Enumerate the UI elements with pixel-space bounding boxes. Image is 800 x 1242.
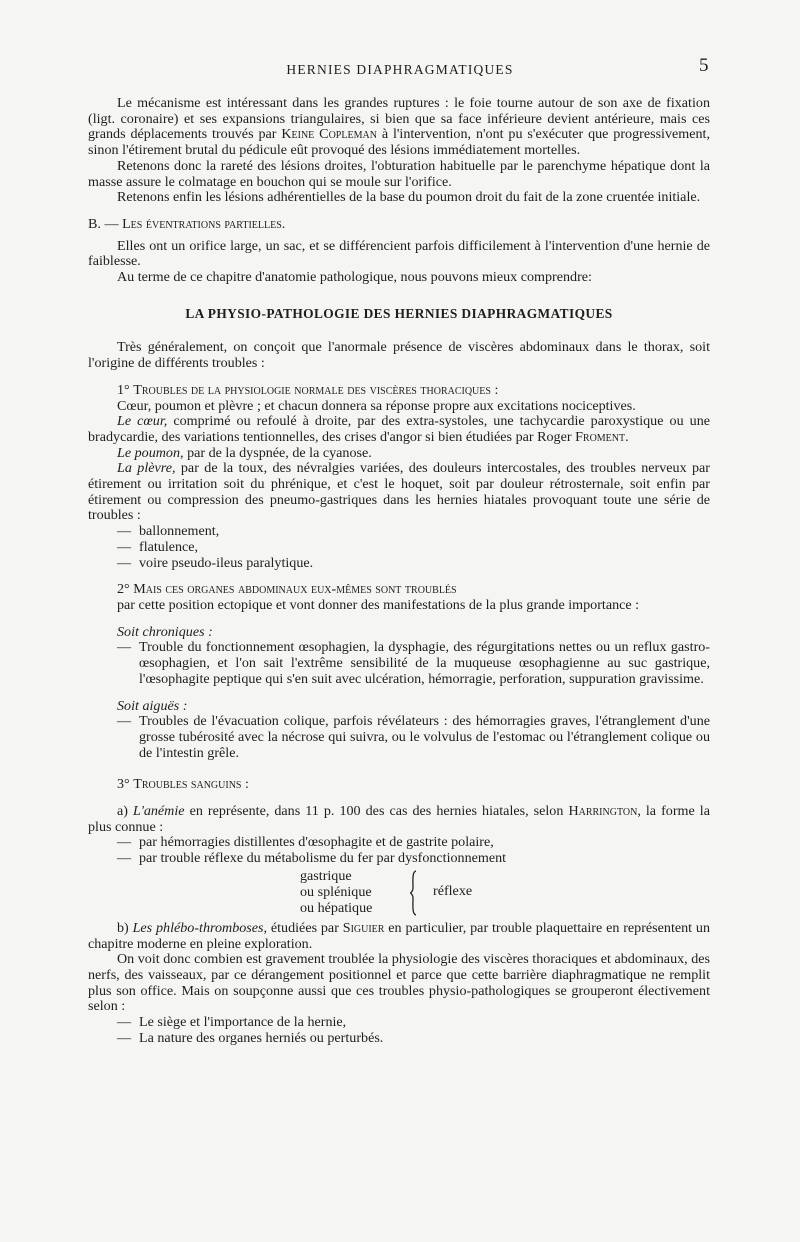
item-prefix: b) bbox=[117, 919, 133, 936]
section-title: Troubles de la physiologie normale des viscères thoraciques : bbox=[133, 381, 499, 398]
dash-marker: — bbox=[117, 850, 132, 867]
label-acute: Soit aiguës : bbox=[117, 697, 188, 714]
text-run: comprimé ou refoulé à droite, par des extra-systoles, une tachycardie paroxystique ou une bradycardie, des variations tentionnelles, des crises d'angor si bien étudiées par Roger bbox=[88, 413, 711, 445]
section-number: 3° bbox=[117, 776, 130, 793]
list-item-text: La nature des organes herniés ou perturbés. bbox=[139, 1029, 384, 1046]
text-run: Le mécanisme est intéressant dans les grandes ruptures : le foie tourne autour de son axe de fixation (ligt. coronaire) et ses expansions triangulaires, si bien que sa face inférieure devient antérieure, mais ces grands déplacements trouvés par bbox=[88, 95, 710, 143]
list-item bbox=[88, 540, 710, 556]
paragraph-transition: Au terme de ce chapitre d'anatomie pathologique, nous pouvons mieux comprendre: bbox=[117, 269, 592, 286]
dash-marker: — bbox=[117, 523, 132, 540]
text-run: à l'intervention, n'ont pu s'exécuter que progressivement, sinon l'étirement brutal du pédicule eût provoqué des lésions immédiatement mortelles. bbox=[88, 126, 710, 159]
section-heading-3 bbox=[88, 777, 710, 793]
list-item-text: voire pseudo-ileus paralytique. bbox=[139, 554, 314, 571]
text-run: en particulier, par trouble plaquettaire en représentent un chapitre moderne en pleine exploration. bbox=[88, 919, 711, 952]
list-item bbox=[88, 640, 710, 687]
anemia-list bbox=[88, 835, 710, 866]
chronic-list bbox=[88, 640, 710, 687]
paragraph-adherent-lesions: Retenons enfin les lésions adhérentielles de la base du poumon droit du fait de la zone cruentée initiale. bbox=[117, 189, 701, 206]
text-run: par de la dyspnée, de la cyanose. bbox=[183, 444, 372, 461]
running-title: HERNIES DIAPHRAGMATIQUES bbox=[286, 62, 514, 77]
formula-options bbox=[300, 868, 372, 916]
formula-option: gastrique bbox=[300, 867, 352, 884]
brace-icon bbox=[410, 870, 420, 916]
paragraph-eventrations: Elles ont un orifice large, un sac, et se différencient parfois difficilement à l'intervention d'une hernie de faiblesse. bbox=[88, 237, 710, 270]
item-prefix: a) bbox=[117, 803, 133, 820]
list-item bbox=[88, 524, 710, 540]
dash-marker: — bbox=[117, 538, 132, 555]
section-b-prefix: B. — bbox=[88, 215, 123, 232]
paragraph-lung bbox=[88, 446, 710, 462]
section-heading-b bbox=[88, 217, 710, 233]
label-chronic: Soit chroniques : bbox=[117, 623, 213, 640]
page-number: 5 bbox=[699, 55, 709, 76]
text-run: en représente, dans 11 p. 100 des cas des hernies hiatales, selon bbox=[184, 803, 569, 820]
list-item bbox=[88, 556, 710, 572]
list-item bbox=[88, 714, 710, 761]
list-item bbox=[88, 1015, 710, 1031]
paragraph-heart bbox=[88, 414, 710, 445]
section-number: 1° bbox=[117, 381, 130, 398]
chapter-title: LA PHYSIO-PATHOLOGIE DES HERNIES DIAPHRAGMATIQUES bbox=[185, 305, 613, 321]
author-name: Froment. bbox=[575, 428, 629, 445]
section-number: 2° bbox=[117, 581, 130, 598]
dash-marker: — bbox=[117, 834, 132, 851]
paragraph-ectopic: par cette position ectopique et vont donner des manifestations de la plus grande importance : bbox=[117, 596, 640, 613]
list-item-text: par trouble réflexe du métabolisme du fer par dysfonctionnement bbox=[139, 850, 507, 867]
paragraph-intro: Très généralement, on conçoit que l'anormale présence de viscères abdominaux dans le thorax, soit l'origine de différents troubles : bbox=[88, 339, 710, 372]
list-item-text: par hémorragies distillentes d'œsophagite et de gastrite polaire, bbox=[139, 834, 494, 851]
list-item-text: Troubles de l'évacuation colique, parfois révélateurs : des hémorragies graves, l'étranglement d'une grosse tubérosité avec la nécrose qui suivra, ou le volvulus de l'estomac ou l'étranglement colique ou de l'intestin grêle. bbox=[139, 713, 710, 761]
paragraph-liver-mechanism bbox=[88, 96, 710, 159]
text-run: par de la toux, des névralgies variées, des douleurs intercostales, des troubles nerveux par étirement ou irritation soit du phrénique, et c'est le hoquet, soit par douleur rétrosternale, soit enfin par étirement ou compression des pneumo-gastriques dans les hernies hiatales provoquant toute une série de troubles : bbox=[88, 460, 710, 524]
final-list bbox=[88, 1015, 710, 1046]
section-heading-2 bbox=[88, 582, 710, 598]
dash-marker: — bbox=[117, 1014, 132, 1031]
paragraph-pleura bbox=[88, 461, 710, 524]
author-name: Harrington, bbox=[568, 803, 641, 820]
list-item-text: ballonnement, bbox=[139, 523, 220, 540]
paragraph-organs: Cœur, poumon et plèvre ; et chacun donnera sa réponse propre aux excitations nociceptives. bbox=[117, 397, 636, 414]
list-item bbox=[88, 835, 710, 851]
formula-option: ou hépatique bbox=[300, 899, 373, 916]
dash-marker: — bbox=[117, 554, 132, 571]
section-heading-1 bbox=[88, 383, 710, 399]
symptom-list bbox=[88, 524, 710, 571]
text-run: étudiées par bbox=[267, 919, 343, 936]
text-run: la forme la plus connue : bbox=[88, 803, 710, 835]
dash-marker: — bbox=[117, 713, 132, 730]
paragraph-thrombosis bbox=[88, 921, 710, 952]
section-b-title: Les éventrations partielles. bbox=[122, 215, 286, 232]
section-title: Troubles sanguins : bbox=[133, 776, 249, 793]
list-item bbox=[88, 851, 710, 867]
paragraph-right-lesions: Retenons donc la rareté des lésions droites, l'obturation habituelle par le parenchyme hépatique dont la masse assure le colmatage en bouchon qui se moule sur l'orifice. bbox=[88, 157, 710, 190]
list-item-text: Le siège et l'importance de la hernie, bbox=[139, 1014, 347, 1031]
list-item-text: flatulence, bbox=[139, 538, 199, 555]
dash-marker: — bbox=[117, 1029, 132, 1046]
section-title: Mais ces organes abdominaux eux-mêmes sont troublés bbox=[133, 581, 457, 598]
list-item bbox=[88, 1031, 710, 1047]
page-body bbox=[88, 96, 710, 1046]
dash-marker: — bbox=[117, 639, 132, 656]
reflex-formula bbox=[300, 868, 710, 918]
author-name: Keine Copleman bbox=[281, 126, 377, 143]
term-anemia: L'anémie bbox=[132, 803, 185, 820]
author-name: Siguier bbox=[342, 919, 385, 936]
term-pleura: La plèvre, bbox=[117, 460, 176, 477]
term-lung: Le poumon, bbox=[117, 444, 184, 461]
term-heart: Le cœur, bbox=[117, 413, 168, 430]
term-thrombosis: Les phlébo-thromboses, bbox=[132, 919, 268, 936]
paragraph-anemia bbox=[88, 804, 710, 835]
list-item-text: Trouble du fonctionnement œsophagien, la dysphagie, des régurgitations nettes ou un reflux gastro-œsophagien, et l'on sait l'extrême sensibilité de la muqueuse œsophagienne au suc gastrique, l'œsophagite peptique qui s'en suit avec ulcération, hémorragie, perforation, suppuration gravissime. bbox=[139, 639, 710, 687]
paragraph-conclusion: On voit donc combien est gravement troublée la physiologie des viscères thoraciques et abdominaux, des nerfs, des vaisseaux, par ce dérangement positionnel et parce que cette barrière diaphragmatique ne remplit plus son office. Mais on soupçonne aussi que ces troubles physio-pathologiques se grouperont électivement selon : bbox=[88, 951, 710, 1015]
acute-list bbox=[88, 714, 710, 761]
formula-result: réflexe bbox=[433, 882, 473, 899]
formula-option: ou splénique bbox=[300, 883, 372, 900]
